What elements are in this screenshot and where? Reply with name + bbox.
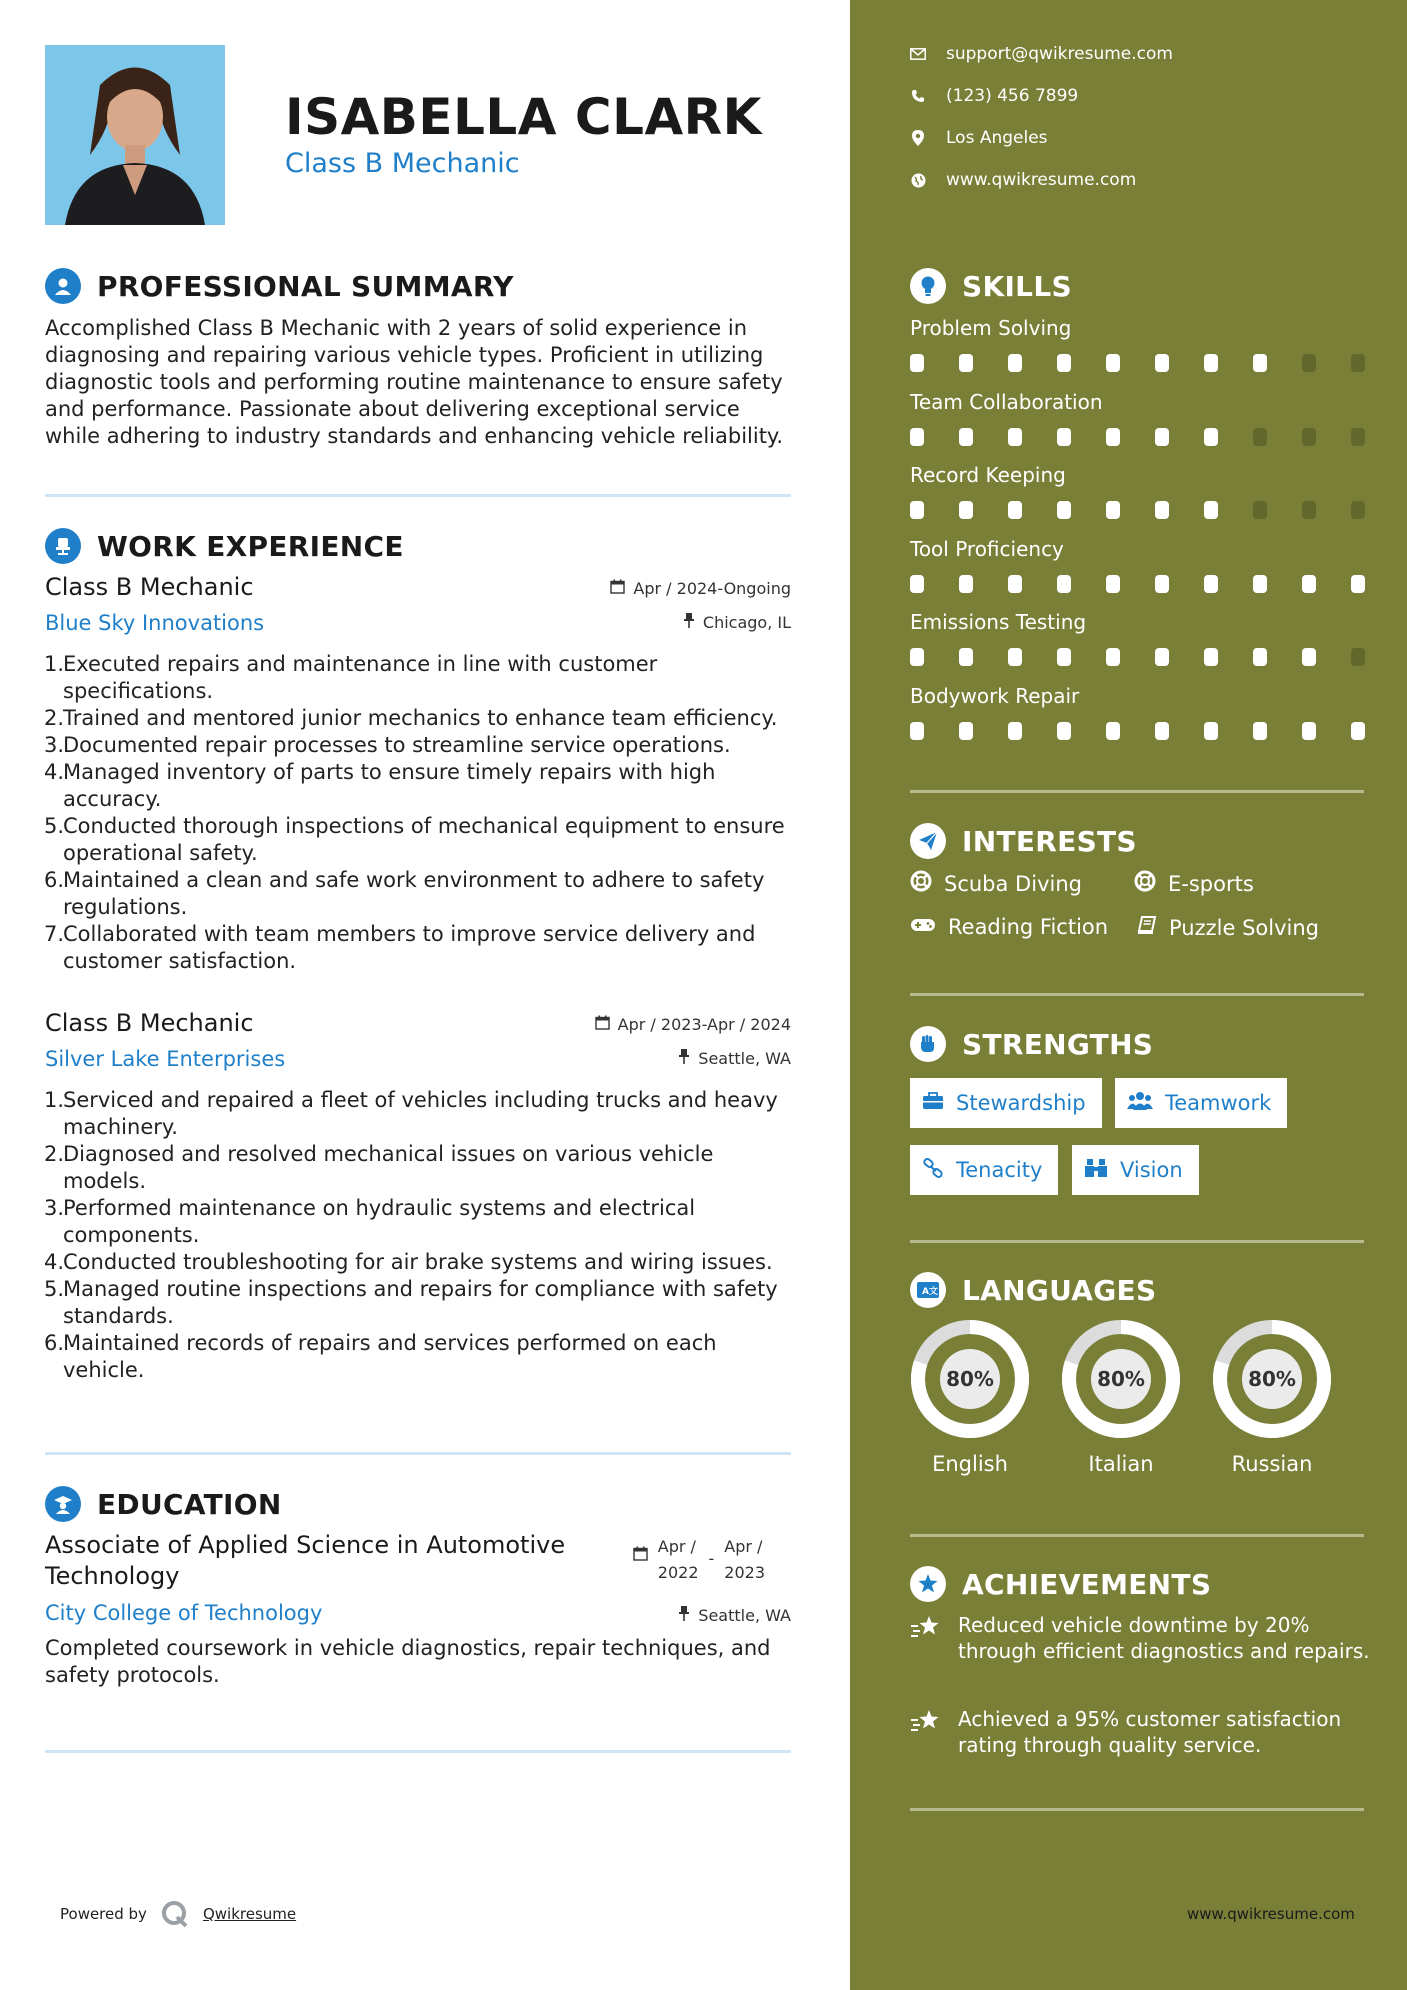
skills-title: SKILLS: [962, 269, 1072, 303]
rating-dot-filled: [910, 722, 924, 740]
skills-heading: [910, 268, 1072, 304]
list-item: 1.Serviced and repaired a fleet of vehicles including trucks and heavy machinery.: [44, 1088, 778, 1139]
rating-dot-filled: [1204, 501, 1218, 519]
contact-location: [910, 128, 1048, 148]
education-end: Apr / 2023: [724, 1537, 765, 1582]
pin-icon: [683, 613, 695, 632]
interest-label: Puzzle Solving: [1169, 915, 1319, 940]
education-location: [678, 1606, 791, 1625]
education-dates: [633, 1534, 765, 1586]
rating-dot-filled: [1253, 354, 1267, 372]
divider: [910, 1534, 1364, 1537]
skill-rating: [910, 501, 1370, 519]
website-text: www.qwikresume.com: [946, 170, 1137, 190]
list-item: 4.Managed inventory of parts to ensure timely repairs with high accuracy.: [44, 760, 716, 811]
rating-dot-empty: [1253, 501, 1267, 519]
rating-dot-filled: [959, 501, 973, 519]
strength-tag: [910, 1078, 1102, 1128]
strength-tag: [1115, 1078, 1287, 1128]
strength-label: Stewardship: [956, 1091, 1086, 1115]
rating-dot-filled: [1155, 428, 1169, 446]
rating-dot-filled: [1302, 575, 1316, 593]
rating-dot-filled: [910, 648, 924, 666]
lifebuoy-icon: [1134, 870, 1156, 897]
skill-row: [910, 316, 1370, 372]
rating-dot-filled: [1253, 648, 1267, 666]
list-item: 3.Documented repair processes to streamline service operations.: [44, 733, 731, 757]
achievement-text: Reduced vehicle downtime by 20% through efficient diagnostics and repairs.: [958, 1613, 1370, 1663]
skill-row: [910, 610, 1370, 666]
candidate-name: ISABELLA CLARK: [285, 88, 762, 146]
user-icon: [45, 268, 81, 304]
list-item: 2.Trained and mentored junior mechanics to enhance team efficiency.: [44, 706, 778, 730]
interest-item: [910, 915, 1108, 939]
languages-heading: [910, 1272, 1156, 1308]
language-item: [1060, 1318, 1182, 1476]
rating-dot-filled: [959, 648, 973, 666]
book-icon: [1137, 915, 1157, 940]
education-entry: [45, 1530, 791, 1689]
rating-dot-filled: [1155, 722, 1169, 740]
language-icon: [910, 1272, 946, 1308]
skill-rating: [910, 575, 1370, 593]
rating-dot-filled: [1008, 648, 1022, 666]
rating-dot-filled: [959, 428, 973, 446]
binoculars-icon: [1084, 1158, 1108, 1183]
rating-dot-filled: [959, 575, 973, 593]
pin-icon: [678, 1049, 690, 1068]
skill-row: [910, 684, 1370, 740]
contact-phone[interactable]: [910, 86, 1078, 106]
rating-dot-filled: [1155, 648, 1169, 666]
skill-row: [910, 463, 1370, 519]
rating-dot-filled: [1155, 501, 1169, 519]
job-company: Blue Sky Innovations: [45, 611, 265, 635]
rating-dot-filled: [1204, 722, 1218, 740]
rating-dot-filled: [910, 501, 924, 519]
language-ring: [909, 1318, 1031, 1440]
powered-by-label: Powered by: [60, 1905, 147, 1923]
divider: [45, 1750, 791, 1753]
svg-text:文: 文: [929, 1287, 939, 1297]
rating-dot-filled: [1302, 648, 1316, 666]
email-text: support@qwikresume.com: [946, 44, 1173, 64]
list-item: 5.Managed routine inspections and repairs for compliance with safety standards.: [44, 1277, 778, 1328]
shooting-star-icon: [910, 1612, 944, 1664]
phone-text: (123) 456 7899: [946, 86, 1079, 106]
graduate-icon: [45, 1486, 81, 1522]
skill-row: [910, 390, 1370, 446]
paper-plane-icon: [910, 823, 946, 859]
link-icon: [922, 1157, 944, 1184]
skill-row: [910, 537, 1370, 593]
calendar-icon: [633, 1534, 648, 1565]
skill-rating: [910, 354, 1370, 372]
job-date: [595, 1015, 791, 1034]
achievement-text: Achieved a 95% customer satisfaction rating through quality service.: [958, 1707, 1342, 1757]
experience-title: WORK EXPERIENCE: [97, 529, 404, 563]
rating-dot-empty: [1302, 428, 1316, 446]
strength-tag: [910, 1145, 1058, 1195]
language-item: [909, 1318, 1031, 1476]
education-location-text: Seattle, WA: [698, 1606, 791, 1625]
language-ring: [1211, 1318, 1333, 1440]
interest-item: [1137, 915, 1319, 940]
strength-label: Vision: [1120, 1158, 1183, 1182]
divider: [45, 1452, 791, 1455]
strengths-title: STRENGTHS: [962, 1027, 1154, 1061]
lifebuoy-icon: [910, 870, 932, 897]
skill-name: Record Keeping: [910, 463, 1066, 487]
language-name: English: [932, 1452, 1008, 1476]
language-name: Italian: [1088, 1452, 1154, 1476]
skill-rating: [910, 428, 1370, 446]
strength-tag: [1072, 1145, 1199, 1195]
job-role: Class B Mechanic: [45, 573, 254, 601]
rating-dot-filled: [1106, 648, 1120, 666]
job-date: [610, 579, 791, 598]
rating-dot-filled: [1057, 575, 1071, 593]
list-item: 6.Maintained records of repairs and services performed on each vehicle.: [44, 1331, 717, 1382]
job-location-text: Seattle, WA: [698, 1049, 791, 1068]
rating-dot-filled: [1057, 722, 1071, 740]
summary-text: Accomplished Class B Mechanic with 2 years of solid experience in diagnosing and repairing various vehicle types. Proficient in utilizing diagnostic tools and performing routine maintenance to ensure safety and performance. Passionate about delivering exceptional service while adhering to industry standards and enhancing vehicle reliability.: [45, 316, 784, 448]
skill-name: Bodywork Repair: [910, 684, 1080, 708]
interest-label: E-sports: [1168, 871, 1254, 896]
divider: [910, 1808, 1364, 1811]
divider: [45, 494, 791, 497]
strengths-heading: [910, 1026, 1153, 1062]
rating-dot-filled: [1057, 501, 1071, 519]
divider: [910, 790, 1364, 793]
rating-dot-filled: [959, 354, 973, 372]
rating-dot-filled: [1204, 354, 1218, 372]
rating-dot-filled: [1008, 722, 1022, 740]
pin-icon: [678, 1606, 690, 1625]
rating-dot-filled: [1008, 354, 1022, 372]
chair-icon: [45, 528, 81, 564]
language-ring: [1060, 1318, 1182, 1440]
rating-dot-empty: [1302, 501, 1316, 519]
rating-dot-empty: [1302, 354, 1316, 372]
job-entry: [45, 573, 791, 975]
svg-text:80%: 80%: [1248, 1367, 1296, 1391]
job-date-text: Apr / 2023-Apr / 2024: [617, 1015, 791, 1034]
envelope-icon: [910, 46, 926, 62]
achievement-item: [910, 1612, 1370, 1664]
interest-label: Reading Fiction: [948, 915, 1109, 939]
svg-text:80%: 80%: [946, 1367, 994, 1391]
interest-item: [910, 870, 1082, 897]
divider: [910, 993, 1364, 996]
strength-label: Tenacity: [956, 1158, 1043, 1182]
rating-dot-filled: [1106, 354, 1120, 372]
degree: Associate of Applied Science in Automotive Technology: [45, 1531, 566, 1590]
rating-dot-empty: [1351, 501, 1365, 519]
job-duties: [36, 1087, 791, 1384]
date-separator: -: [708, 1549, 715, 1568]
rating-dot-filled: [910, 428, 924, 446]
rating-dot-filled: [1008, 501, 1022, 519]
phone-icon: [910, 88, 926, 104]
rating-dot-filled: [1106, 501, 1120, 519]
star-badge-icon: [910, 1566, 946, 1602]
svg-text:A: A: [922, 1287, 929, 1297]
rating-dot-filled: [1057, 354, 1071, 372]
rating-dot-filled: [1253, 722, 1267, 740]
job-date-text: Apr / 2024-Ongoing: [633, 579, 791, 598]
rating-dot-empty: [1351, 354, 1365, 372]
education-heading: [45, 1486, 282, 1522]
language-name: Russian: [1231, 1452, 1313, 1476]
list-item: 7.Collaborated with team members to improve service delivery and customer satisfaction.: [44, 922, 756, 973]
interest-label: Scuba Diving: [944, 871, 1082, 896]
rating-dot-filled: [1106, 722, 1120, 740]
sidebar: [850, 0, 1407, 1990]
summary-title: PROFESSIONAL SUMMARY: [97, 269, 514, 303]
rating-dot-empty: [1253, 428, 1267, 446]
rating-dot-filled: [1155, 575, 1169, 593]
list-item: 1.Executed repairs and maintenance in line with customer specifications.: [44, 652, 658, 703]
rating-dot-filled: [1351, 575, 1365, 593]
footer-site[interactable]: www.qwikresume.com: [1187, 1905, 1355, 1923]
briefcase-icon: [922, 1091, 944, 1115]
fist-icon: [910, 1026, 946, 1062]
experience-heading: [45, 528, 404, 564]
location-text: Los Angeles: [946, 128, 1048, 148]
rating-dot-filled: [910, 575, 924, 593]
education-description: Completed coursework in vehicle diagnostics, repair techniques, and safety protocols.: [45, 1636, 771, 1687]
job-company: Silver Lake Enterprises: [45, 1047, 286, 1071]
powered-by: [60, 1900, 296, 1928]
achievements-heading: [910, 1566, 1211, 1602]
job-location-text: Chicago, IL: [702, 613, 791, 632]
rating-dot-filled: [1106, 428, 1120, 446]
languages-title: LANGUAGES: [962, 1273, 1157, 1307]
job-role: Class B Mechanic: [45, 1009, 254, 1037]
rating-dot-filled: [959, 722, 973, 740]
contact-website[interactable]: [910, 170, 1136, 190]
list-item: 3.Performed maintenance on hydraulic systems and electrical components.: [44, 1196, 696, 1247]
rating-dot-filled: [1204, 648, 1218, 666]
map-pin-icon: [910, 130, 926, 146]
rating-dot-filled: [1155, 354, 1169, 372]
rating-dot-filled: [1008, 575, 1022, 593]
candidate-title: Class B Mechanic: [285, 148, 520, 179]
lightbulb-icon: [910, 268, 946, 304]
qwikresume-link[interactable]: Qwikresume: [202, 1905, 297, 1923]
summary-heading: [45, 268, 514, 304]
calendar-icon: [610, 579, 625, 598]
skill-name: Team Collaboration: [910, 390, 1103, 414]
qwikresume-logo-icon: [161, 1900, 189, 1928]
globe-icon: [910, 172, 926, 188]
skill-name: Problem Solving: [910, 316, 1072, 340]
rating-dot-empty: [1351, 648, 1365, 666]
language-item: [1211, 1318, 1333, 1476]
job-entry: [45, 1009, 791, 1384]
job-duties: [36, 651, 791, 975]
interests-title: INTERESTS: [962, 824, 1137, 858]
job-location: [678, 1049, 791, 1068]
education-title: EDUCATION: [97, 1487, 282, 1521]
rating-dot-filled: [1204, 428, 1218, 446]
list-item: 6.Maintained a clean and safe work environment to adhere to safety regulations.: [44, 868, 765, 919]
contact-email[interactable]: [910, 44, 1173, 64]
rating-dot-filled: [1204, 575, 1218, 593]
profile-photo: [45, 45, 225, 225]
divider: [910, 1240, 1364, 1243]
rating-dot-filled: [1351, 722, 1365, 740]
school: City College of Technology: [45, 1601, 323, 1625]
list-item: 5.Conducted thorough inspections of mechanical equipment to ensure operational safety.: [44, 814, 785, 865]
rating-dot-filled: [1302, 722, 1316, 740]
skill-rating: [910, 648, 1370, 666]
interest-item: [1134, 870, 1254, 897]
strength-label: Teamwork: [1165, 1091, 1272, 1115]
users-icon: [1127, 1091, 1153, 1116]
interests-heading: [910, 823, 1137, 859]
rating-dot-filled: [1106, 575, 1120, 593]
svg-text:80%: 80%: [1097, 1367, 1145, 1391]
rating-dot-filled: [1057, 428, 1071, 446]
achievements-title: ACHIEVEMENTS: [962, 1567, 1212, 1601]
rating-dot-filled: [1057, 648, 1071, 666]
rating-dot-filled: [1008, 428, 1022, 446]
achievement-item: [910, 1706, 1370, 1758]
calendar-icon: [595, 1015, 610, 1034]
job-location: [683, 613, 791, 632]
gamepad-icon: [910, 915, 936, 939]
list-item: 2.Diagnosed and resolved mechanical issues on various vehicle models.: [44, 1142, 714, 1193]
shooting-star-icon: [910, 1706, 944, 1758]
education-start: Apr / 2022: [657, 1537, 699, 1582]
list-item: 4.Conducted troubleshooting for air brake systems and wiring issues.: [44, 1250, 773, 1274]
skill-rating: [910, 722, 1370, 740]
skill-name: Emissions Testing: [910, 610, 1087, 634]
rating-dot-filled: [910, 354, 924, 372]
skill-name: Tool Proficiency: [910, 537, 1064, 561]
rating-dot-empty: [1351, 428, 1365, 446]
rating-dot-filled: [1253, 575, 1267, 593]
